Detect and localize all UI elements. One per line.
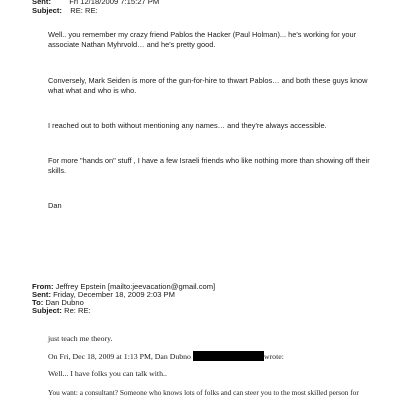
original-subject-label: Subject: [32, 306, 62, 315]
reply-paragraph-2: Conversely, Mark Seiden is more of the gun-for-hire to thwart Pablos… and both these guys know what what and who is who. [48, 76, 368, 95]
reply-subject-value: RE: RE: [70, 6, 98, 15]
reply-subject-row [32, 6, 98, 15]
original-body-line: just teach me theory. [48, 334, 113, 343]
reply-sent-label: Sent: [32, 0, 51, 6]
original-to-value: Dan Dubno [45, 298, 84, 307]
original-sent-value: Friday, December 18, 2009 2:03 PM [53, 290, 175, 299]
quote-line-2: You want: a consultant? Someone who knows lots of folks and can steer you to the most skilled person for [48, 388, 359, 397]
original-to-label: To: [32, 298, 44, 307]
reply-subject-label: Subject: [32, 6, 62, 15]
reply-sent-value: Fri 12/18/2009 7:15:27 PM [69, 0, 160, 6]
redaction-box [193, 351, 264, 361]
quote-intro-before: On Fri, Dec 18, 2009 at 1:13 PM, Dan Dubno [48, 352, 191, 361]
quote-intro-line [48, 351, 388, 362]
original-from-value: Jeffrey Epstein [mailto:jeevacation@gmail.com] [55, 282, 216, 291]
original-sent-label: Sent: [32, 290, 51, 299]
reply-paragraph-1: Well.. you remember my crazy friend Pablos the Hacker (Paul Holman)... he's working for your associate Nathan Myhrvold… and he's pretty good. [48, 30, 357, 49]
original-from-label: From: [32, 282, 54, 291]
original-subject-value: Re: RE: [64, 306, 91, 315]
reply-paragraph-3: I reached out to both without mentioning any names… and they're always accessible. [48, 121, 327, 130]
reply-paragraph-4: For more "hands on" stuff , I have a few Israeli friends who like nothing more than showing off their skills. [48, 156, 370, 175]
reply-signature: Dan [48, 201, 62, 210]
quote-line-1: Well... I have folks you can talk with.. [48, 369, 167, 378]
quote-intro-after: wrote: [263, 352, 284, 361]
original-subject-row [32, 306, 91, 315]
